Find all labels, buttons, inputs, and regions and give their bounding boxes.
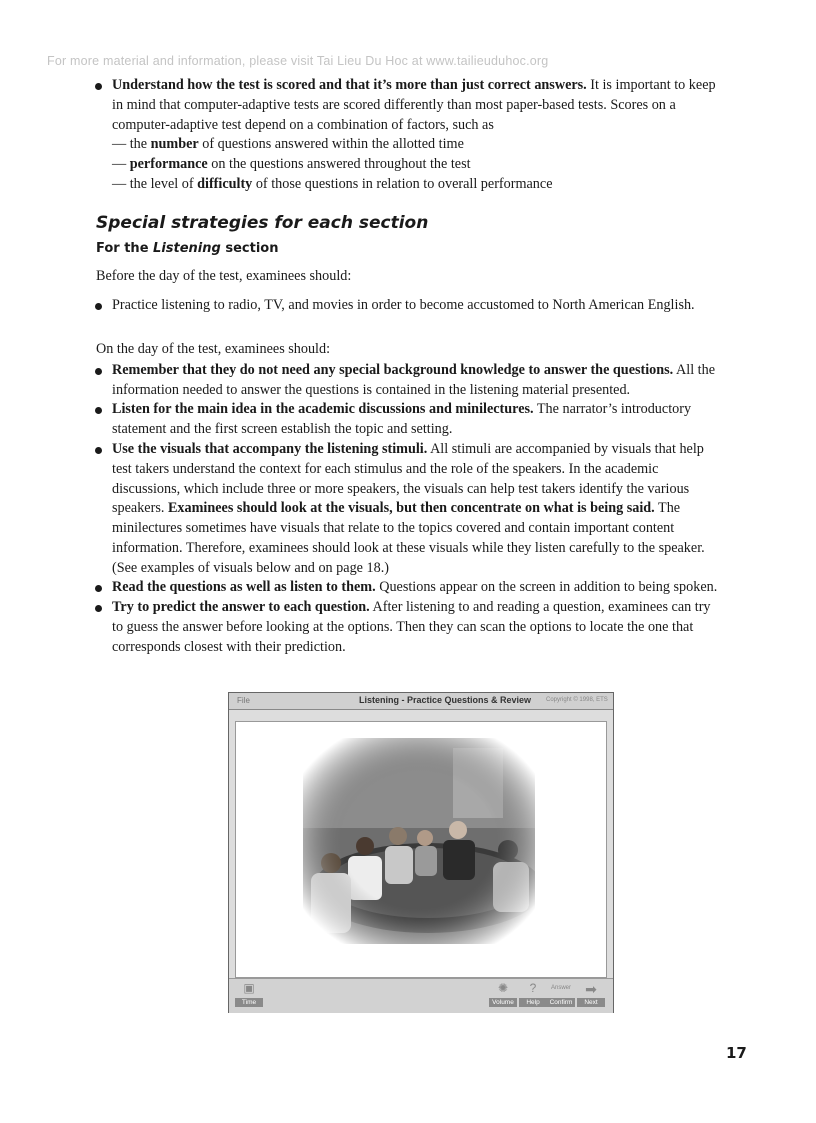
screen-title: Listening - Practice Questions & Review: [359, 695, 532, 705]
factor-number: — the number of questions answered within the allotted time: [112, 136, 464, 153]
scoring-line2: in mind that computer-adaptive tests are scored differently than most paper-based tests. Scores on a: [112, 96, 676, 113]
bullet-main-idea: Listen for the main idea in the academic discussions and minilectures. The narrator’s introductory statement and the first screen establish the topic and setting.: [112, 400, 752, 440]
screen-title-bar: [229, 693, 613, 710]
confirm-button[interactable]: Answer Confirm: [547, 981, 575, 1007]
factor-performance: — performance on the questions answered throughout the test: [112, 156, 471, 173]
page-number: 17: [726, 1044, 747, 1062]
before-intro: Before the day of the test, examinees should:: [96, 268, 352, 284]
clock-icon: ▣: [243, 981, 255, 995]
speaker-icon: ✺: [497, 981, 509, 995]
bullet-dot: [95, 407, 102, 414]
screen-copyright: Copyright © 1998, ETS: [546, 697, 608, 703]
arrow-right-icon: ➡: [585, 981, 597, 997]
bullet-dot: [95, 447, 102, 454]
practice-text: Practice listening to radio, TV, and movies in order to become accustomed to North American English.: [112, 297, 695, 313]
scoring-line3: computer-adaptive test depend on a combination of factors, such as: [112, 116, 494, 133]
bullet-dot: [95, 368, 102, 375]
screen-toolbar: [229, 978, 613, 1013]
bullet-remember: Remember that they do not need any special background knowledge to answer the questions. All the information needed to answer the questions is contained in the listening material presented.: [112, 361, 752, 401]
bullet-scoring: [112, 76, 752, 195]
volume-button[interactable]: ✺ Volume: [489, 981, 517, 1007]
time-button[interactable]: ▣ Time: [235, 981, 263, 1007]
bullet-dot: [95, 585, 102, 592]
bullet-predict: Try to predict the answer to each question. After listening to and reading a question, examinees can try to guess the answer before looking at the options. Then they can scan the options to locate the one that corresponds closest with their prediction.: [112, 598, 752, 657]
bullet-practice: [112, 296, 752, 316]
bullet-read-questions: Read the questions as well as listen to them. Questions appear on the screen in addition to being spoken.: [112, 578, 752, 598]
factor-difficulty: — the level of difficulty of those questions in relation to overall performance: [112, 175, 553, 192]
file-menu[interactable]: File: [237, 696, 250, 705]
bullet-dot: [95, 605, 102, 612]
bullet-dot: [95, 83, 102, 90]
listening-subheading: For the Listening section: [96, 241, 279, 256]
answer-label: Answer: [550, 985, 571, 991]
next-button[interactable]: ➡ Next: [577, 981, 605, 1007]
scoring-bold: Understand how the test is scored and that it’s more than just correct answers.: [112, 77, 587, 93]
watermark: For more material and information, please visit Tai Lieu Du Hoc at www.tailieuduhoc.org: [47, 54, 549, 68]
help-icon: ?: [529, 981, 537, 995]
bullet-visuals: Use the visuals that accompany the listening stimuli. All stimuli are accompanied by visuals that help test takers understand the context for each stimulus and the role of the speakers. In the academic discussions, which include three or more speakers, the visuals can help test takers identify the various speakers. Examinees should look at the visuals, but then concentrate on what is being said. The minilectures sometimes have visuals that relate to the topics covered and contain important content information. Therefore, examinees should look at these visuals while they listen carefully to the speaker. (See examples of visuals below and on page 18.): [112, 440, 752, 579]
section-heading: Special strategies for each section: [96, 213, 429, 233]
help-button[interactable]: ? Help: [519, 981, 547, 1007]
stimulus-frame: [235, 721, 607, 978]
test-screen-figure: [228, 692, 614, 1013]
bullet-dot: [95, 303, 102, 310]
day-intro: On the day of the test, examinees should:: [96, 341, 331, 357]
discussion-photo: [303, 738, 535, 944]
scoring-line1: It is important to keep: [590, 77, 716, 93]
